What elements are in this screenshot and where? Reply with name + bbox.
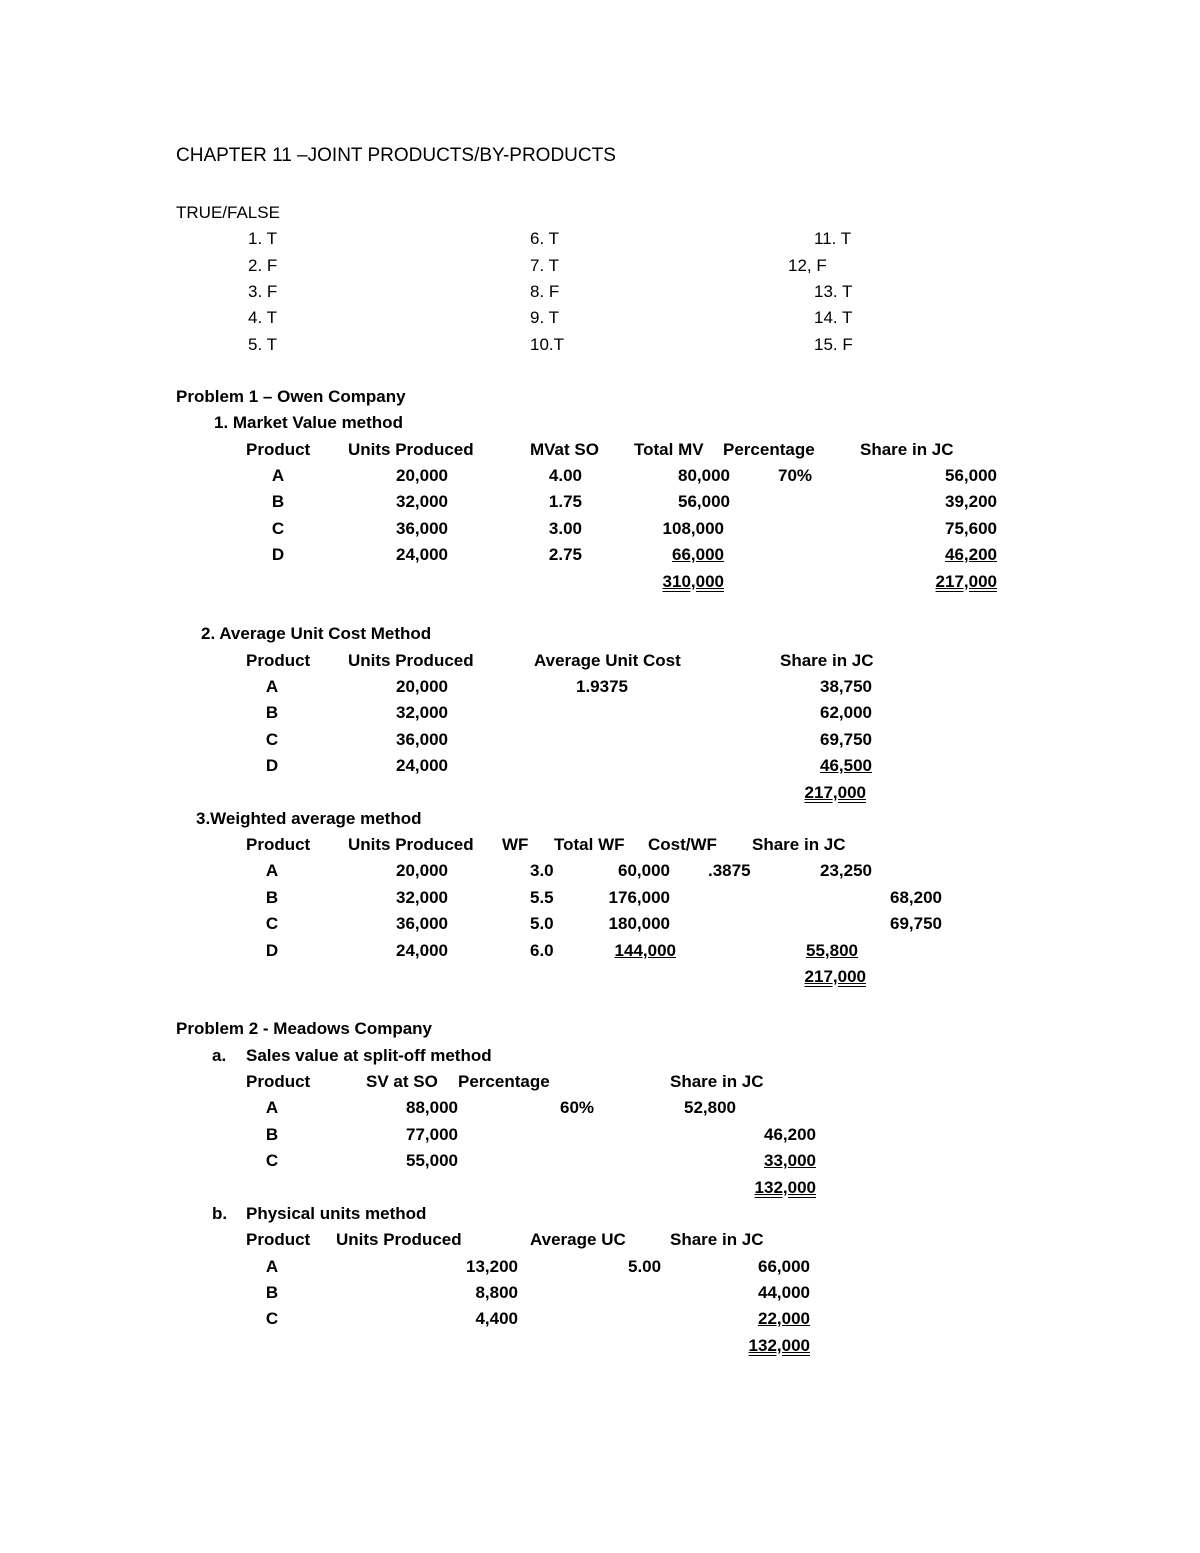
table-cell: A [265,861,279,880]
column-header: Product [246,651,311,670]
table-cell: 46,200 [945,545,997,564]
table-cell: 62,000 [820,703,872,722]
problem-2-heading: Problem 2 - Meadows Company [176,1019,432,1038]
table-cell: 20,000 [396,466,448,485]
table-cell: 24,000 [396,545,448,564]
column-header: Product [246,440,311,459]
table-cell: 55,800 [806,941,858,960]
table-cell: 33,000 [764,1151,816,1170]
table-cell: 52,800 [684,1098,736,1117]
column-header: Product [246,1072,311,1091]
tf-answer: 14. T [814,308,853,327]
column-header: Share in JC [670,1072,764,1091]
total-share-in-jc: 132,000 [748,1336,810,1355]
problem-1-heading: Problem 1 – Owen Company [176,387,406,406]
table-cell: 32,000 [396,888,448,907]
table-cell: 3.00 [548,519,582,538]
tf-answer: 10.T [530,335,565,354]
column-header: Percentage [723,440,815,459]
column-header: Share in JC [752,835,846,854]
table-cell: 80,000 [678,466,730,485]
total-market-value: 310,000 [662,572,724,591]
table-cell: 180,000 [608,914,670,933]
table-cell: 5.00 [628,1257,662,1276]
physical-units-method-title: Physical units method [246,1204,427,1223]
table-cell: 22,000 [758,1309,810,1328]
tf-answer: 1. T [248,229,277,248]
market-value-method-title: 1. Market Value method [214,413,403,432]
table-cell: 32,000 [396,492,448,511]
column-header: Product [246,1230,311,1249]
table-cell: 69,750 [820,730,872,749]
sales-value-method-title: Sales value at split-off method [246,1046,492,1065]
table-cell: 77,000 [406,1125,458,1144]
tf-answer: 9. T [530,308,559,327]
column-header: Product [246,835,311,854]
table-cell: A [265,1257,279,1276]
table-cell: 3.0 [530,861,554,880]
table-cell: 88,000 [406,1098,458,1117]
table-cell: 55,000 [406,1151,458,1170]
table-cell: 5.0 [530,914,554,933]
table-cell: 23,250 [820,861,872,880]
table-cell: 20,000 [396,861,448,880]
table-cell: .3875 [708,861,751,880]
table-cell: 46,500 [820,756,872,775]
table-cell: 1.75 [548,492,582,511]
table-cell: 13,200 [466,1257,518,1276]
table-cell: 2.75 [548,545,582,564]
column-header: Units Produced [336,1230,462,1249]
tf-answer: 6. T [530,229,559,248]
table-cell: C [265,914,279,933]
table-cell: 8,800 [475,1283,518,1302]
table-cell: 6.0 [530,941,554,960]
column-header: MVat SO [530,440,599,459]
total-share-in-jc: 217,000 [804,783,866,802]
table-cell: 68,200 [890,888,942,907]
table-cell: 32,000 [396,703,448,722]
tf-answer: 11. T [814,229,852,248]
column-header: Percentage [458,1072,550,1091]
table-cell: D [271,545,285,564]
table-cell: D [265,756,279,775]
average-unit-cost-method-title: 2. Average Unit Cost Method [201,624,432,643]
column-header: Total WF [554,835,625,854]
tf-answer: 5. T [248,335,277,354]
table-cell: 4,400 [475,1309,518,1328]
column-header: Average Unit Cost [534,651,681,670]
table-cell: A [271,466,285,485]
total-share-in-jc: 217,000 [804,967,866,986]
table-cell: 176,000 [608,888,670,907]
table-cell: 69,750 [890,914,942,933]
table-cell: A [265,1098,279,1117]
total-share-in-jc: 217,000 [935,572,997,591]
column-header: Units Produced [348,835,474,854]
tf-answer: 15. F [814,335,853,354]
table-cell: 144,000 [614,941,676,960]
column-header: Share in JC [670,1230,764,1249]
weighted-average-method-title: 3.Weighted average method [196,809,422,828]
table-cell: A [265,677,279,696]
table-cell: 5.5 [530,888,554,907]
table-cell: C [265,1151,279,1170]
table-cell: D [265,941,279,960]
table-cell: B [265,1125,279,1144]
table-cell: 60,000 [618,861,670,880]
table-cell: B [265,888,279,907]
table-cell: 24,000 [396,941,448,960]
total-share-in-jc: 132,000 [754,1178,816,1197]
table-cell: B [265,703,279,722]
column-header: Cost/WF [648,835,717,854]
table-cell: 75,600 [945,519,997,538]
table-cell: 36,000 [396,914,448,933]
table-cell: B [271,492,285,511]
table-cell: C [265,730,279,749]
table-cell: C [271,519,285,538]
column-header: Share in JC [860,440,954,459]
column-header: Units Produced [348,651,474,670]
tf-answer: 3. F [248,282,278,301]
tf-answer: 2. F [248,256,278,275]
table-cell: 20,000 [396,677,448,696]
column-header: Average UC [530,1230,626,1249]
table-cell: 56,000 [678,492,730,511]
table-cell: 66,000 [672,545,724,564]
table-cell: 70% [778,466,813,485]
table-cell: 46,200 [764,1125,816,1144]
tf-answer: 8. F [530,282,560,301]
table-cell: 44,000 [758,1283,810,1302]
column-header: WF [502,835,529,854]
table-cell: 39,200 [945,492,997,511]
table-cell: 108,000 [662,519,724,538]
table-cell: 66,000 [758,1257,810,1276]
tf-heading: TRUE/FALSE [176,203,280,222]
table-cell: 60% [560,1098,595,1117]
table-cell: 56,000 [945,466,997,485]
table-cell: B [265,1283,279,1302]
table-cell: 36,000 [396,519,448,538]
table-cell: 38,750 [820,677,872,696]
table-cell: 1.9375 [576,677,628,696]
tf-answer: 4. T [248,308,277,327]
tf-answer: 13. T [814,282,853,301]
page-title: CHAPTER 11 –JOINT PRODUCTS/BY-PRODUCTS [176,145,616,166]
column-header: Share in JC [780,651,874,670]
tf-answer: 12, F [788,256,827,275]
column-header: Total MV [634,440,704,459]
table-cell: C [265,1309,279,1328]
tf-answer: 7. T [530,256,559,275]
method-a-label: a. [212,1046,227,1065]
table-cell: 36,000 [396,730,448,749]
method-b-label: b. [212,1204,228,1223]
column-header: SV at SO [366,1072,438,1091]
table-cell: 4.00 [548,466,582,485]
table-cell: 24,000 [396,756,448,775]
column-header: Units Produced [348,440,474,459]
